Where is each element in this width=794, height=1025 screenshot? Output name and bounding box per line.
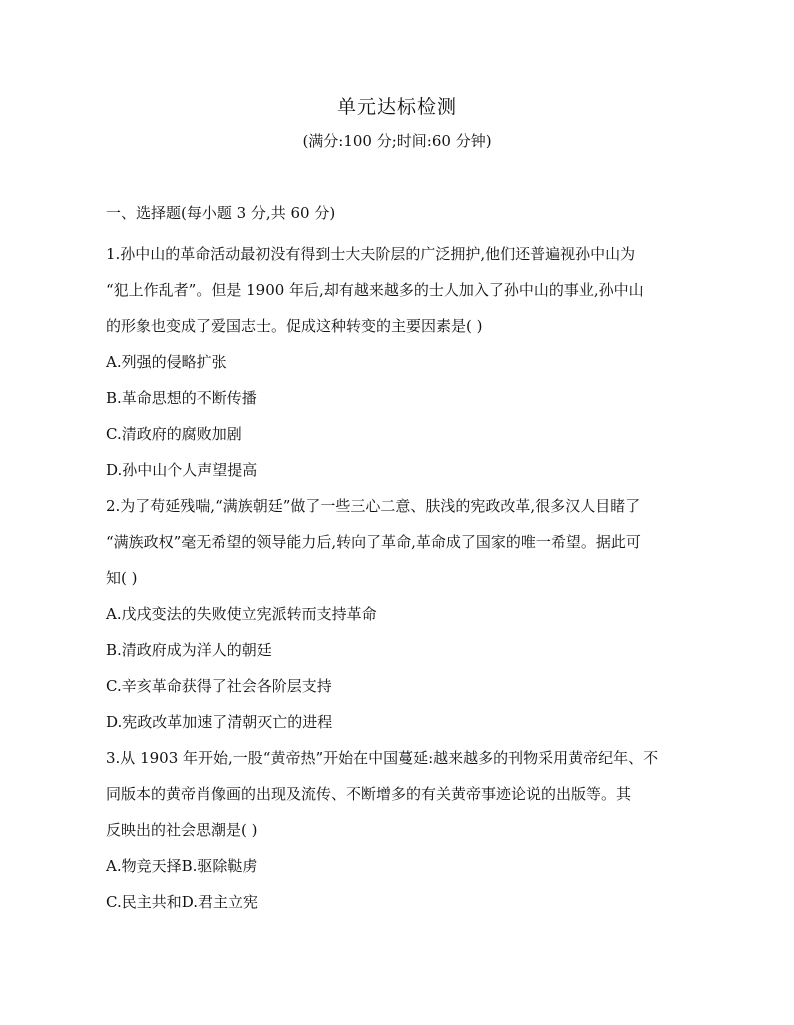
question-stem-line: 的形象也变成了爱国志士。促成这种转变的主要因素是( ) [106,317,483,335]
question-stem-line: 反映出的社会思潮是( ) [106,821,258,839]
question-stem-line: 知( ) [106,569,138,587]
question-stem-line: “满族政权”毫无希望的领导能力后,转向了革命,革命成了国家的唯一希望。据此可 [106,533,641,551]
question-stem-line: 2.为了苟延残喘,“满族朝廷”做了一些三心二意、肤浅的宪政改革,很多汉人目睹了 [106,497,641,515]
option-c: C.清政府的腐败加剧 [106,425,242,443]
question-2 [106,488,696,740]
question-stem-line: 同版本的黄帝肖像画的出现及流传、不断增多的有关黄帝事迹论说的出版等。其 [106,785,632,803]
option-a: A.戊戌变法的失败使立宪派转而支持革命 [106,605,377,623]
page-subtitle: (满分:100 分;时间:60 分钟) [302,132,492,150]
question-stem-line: “犯上作乱者”。但是 1900 年后,却有越来越多的士人加入了孙中山的事业,孙中山 [106,281,644,299]
question-stem-line: 1.孙中山的革命活动最初没有得到士大夫阶层的广泛拥护,他们还普遍视孙中山为 [106,245,636,263]
option-b: B.革命思想的不断传播 [106,389,257,407]
option-d: D.宪政改革加速了清朝灭亡的进程 [106,713,333,731]
question-1 [106,236,696,488]
option-b: B.清政府成为洋人的朝廷 [106,641,272,659]
option-ab: A.物竞天择B.驱除鞑虏 [106,857,258,875]
option-d: D.孙中山个人声望提高 [106,461,258,479]
option-a: A.列强的侵略扩张 [106,353,227,371]
option-cd: C.民主共和D.君主立宪 [106,893,258,911]
page-title: 单元达标检测 [336,96,457,118]
question-3 [106,740,696,920]
option-c: C.辛亥革命获得了社会各阶层支持 [106,677,332,695]
section-heading: 一、选择题(每小题 3 分,共 60 分) [106,204,336,222]
questions-list [106,236,696,920]
question-stem-line: 3.从 1903 年开始,一股“黄帝热”开始在中国蔓延:越来越多的刊物采用黄帝纪年、不 [106,749,659,767]
